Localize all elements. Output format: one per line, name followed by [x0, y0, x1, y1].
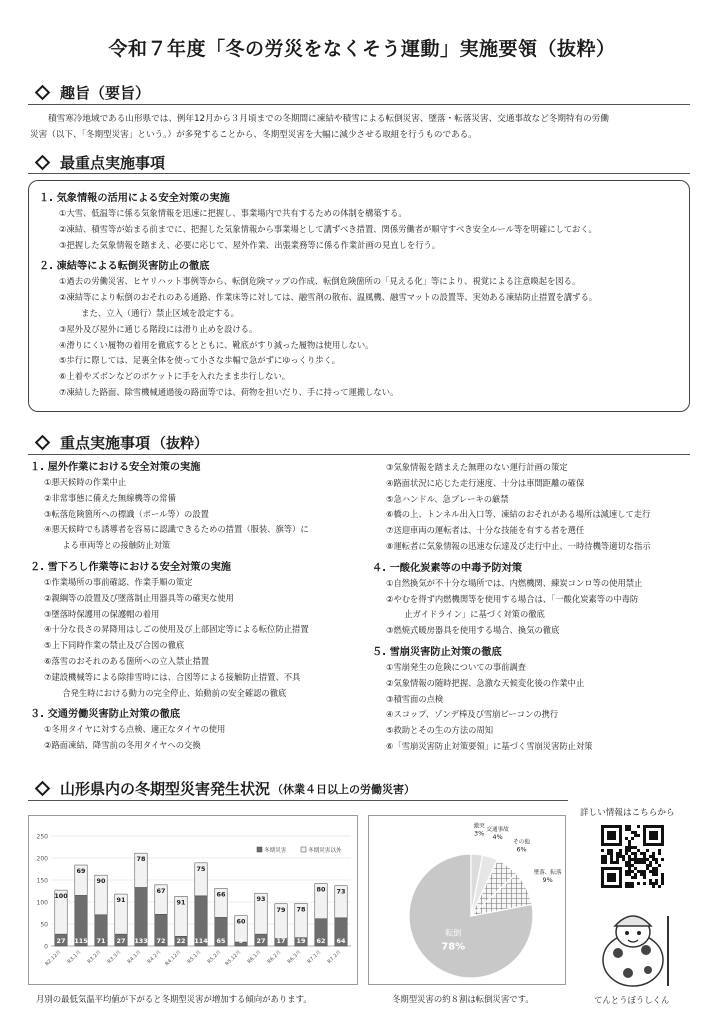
qr-module	[628, 885, 631, 888]
qr-module	[643, 870, 646, 873]
qr-module	[631, 885, 634, 888]
qr-module	[655, 873, 658, 876]
data-label: 91	[176, 898, 186, 907]
list-item: ①作業場所の事前確認、作業手順の策定	[44, 576, 193, 587]
bar-chart-box	[28, 815, 358, 985]
page-title: 令和７年度「冬の労災をなくそう運動」実施要領（抜粋）	[108, 38, 616, 60]
group-heading: ２. 凍結等による転倒災害防止の徹底	[39, 261, 210, 273]
divider	[28, 454, 690, 455]
qr-module	[652, 882, 655, 885]
y-tick-label: 0	[44, 943, 48, 951]
qr-module	[658, 852, 661, 855]
diamond-icon	[35, 85, 51, 101]
qr-finder-core	[607, 873, 616, 882]
data-label: 27	[116, 937, 126, 945]
qr-module	[628, 882, 631, 885]
qr-module	[640, 873, 643, 876]
qr-module	[637, 882, 640, 885]
data-label: 22	[176, 937, 186, 945]
diamond-icon	[35, 781, 51, 797]
data-label: 65	[216, 937, 226, 945]
priority-heading: 重点実施事項 （抜粋）	[34, 432, 208, 453]
qr-module	[613, 861, 616, 864]
qr-module	[625, 828, 628, 831]
x-tick-label: R6.3月	[286, 949, 303, 966]
qr-module	[625, 885, 628, 888]
qr-module	[643, 861, 646, 864]
list-item: ⑦建設機械等による除排雪時には、合図等による接触防止措置、不具	[44, 671, 301, 682]
qr-module	[643, 858, 646, 861]
qr-module	[601, 849, 604, 852]
qr-module	[658, 864, 661, 867]
qr-module	[652, 885, 655, 888]
qr-module	[637, 870, 640, 873]
group-heading: ５. 雪崩災害防止対策の徹底	[372, 646, 502, 658]
qr-label: 詳しい情報はこちらから	[580, 808, 675, 818]
qr-module	[643, 855, 646, 858]
qr-module	[628, 843, 631, 846]
pie-label: 墜落、転落	[533, 869, 562, 876]
qr-module	[661, 858, 664, 861]
pie-label: 交通事故	[486, 827, 509, 834]
qr-module	[661, 876, 664, 879]
qr-module	[601, 855, 604, 858]
x-tick-label: R5.1月	[186, 949, 203, 966]
purpose-heading: 趣旨（要旨）	[34, 82, 150, 103]
qr-finder-core	[649, 831, 658, 840]
bar-chart-caption: 月別の最低気温平均値が下がると冬期型災害が増加する傾向があります。	[36, 994, 312, 1004]
qr-module	[649, 864, 652, 867]
data-label: 69	[76, 867, 86, 876]
qr-module	[634, 876, 637, 879]
qr-module	[628, 828, 631, 831]
list-item: ①自然換気が不十分な場所では、内燃機関、練炭コンロ等の使用禁止	[386, 577, 643, 588]
list-item: 合発生時における動力の完全停止、始動前の安全確認の徹底	[54, 687, 287, 698]
qr-module	[610, 852, 613, 855]
group-heading: １. 屋外作業における安全対策の実施	[30, 462, 201, 473]
y-tick-label: 150	[36, 877, 48, 885]
qr-module	[655, 858, 658, 861]
pie-value-label: 4%	[492, 833, 503, 842]
qr-module	[640, 861, 643, 864]
list-item: ⑤歩行に際しては、足裏全体を使って小さな歩幅で急がずにゆっくり歩く。	[59, 355, 340, 366]
data-label: 80	[316, 885, 326, 894]
qr-module	[601, 861, 604, 864]
qr-module	[628, 867, 631, 870]
data-label: 75	[196, 864, 206, 873]
qr-module	[652, 852, 655, 855]
qr-module	[661, 879, 664, 882]
x-tick-label: R2.12月	[44, 949, 63, 968]
qr-module	[655, 867, 658, 870]
x-tick-label: R7.1月	[306, 949, 323, 966]
qr-module	[616, 861, 619, 864]
list-item: ②路面凍結、降雪前の冬用タイヤへの交換	[44, 740, 201, 751]
qr-module	[634, 855, 637, 858]
list-item: ②非常事態に備えた無線機等の常備	[44, 492, 176, 503]
qr-module	[655, 870, 658, 873]
qr-module	[634, 861, 637, 864]
x-tick-label: R7.2月	[326, 949, 343, 966]
divider	[28, 104, 690, 105]
priority-left-column	[30, 460, 370, 754]
qr-finder-core	[607, 831, 616, 840]
qr-module	[646, 867, 649, 870]
qr-module	[604, 855, 607, 858]
qr-module	[637, 834, 640, 837]
list-item: よる車両等との接触防止対策	[54, 540, 171, 551]
qr-module	[652, 873, 655, 876]
qr-module	[619, 855, 622, 858]
qr-module	[628, 861, 631, 864]
list-item: ③転落危険箇所への標識（ポール等）の設置	[44, 508, 209, 519]
qr-module	[631, 846, 634, 849]
pie-value-label: 6%	[516, 845, 527, 854]
qr-module	[610, 858, 613, 861]
qr-module	[643, 876, 646, 879]
list-item: ④スコップ、ゾンデ棒及び雪崩ビーコンの携行	[386, 709, 559, 720]
qr-module	[649, 870, 652, 873]
legend-swatch	[301, 847, 306, 852]
qr-module	[625, 846, 628, 849]
qr-module	[628, 825, 631, 828]
top-priority-heading: 最重点実施事項	[34, 152, 165, 173]
data-label: 71	[96, 937, 106, 945]
data-label: 67	[156, 886, 166, 895]
data-label: 78	[136, 855, 146, 864]
list-item: ②凍結、積雪等が始まる前までに、把握した気象情報から事業場として講ずべき措置、関係労働者が順守すべき安全ルール等を明確にしておく。	[59, 223, 597, 234]
list-item: ⑥橋の上、トンネル出入口等、凍結のおそれがある場所は減速して走行	[386, 509, 651, 520]
qr-module	[646, 849, 649, 852]
pie-label: 転倒	[445, 928, 462, 938]
qr-module	[637, 849, 640, 852]
list-item: また、立入（通行）禁止区域を設定する。	[73, 307, 239, 318]
list-item: ③墜落時保護用の保護帽の着用	[44, 608, 160, 619]
qr-module	[634, 831, 637, 834]
mascot-name: てんとうぼうしくん	[594, 995, 670, 1005]
qr-module	[634, 834, 637, 837]
divider	[28, 800, 568, 801]
x-tick-label: R3.2月	[86, 949, 103, 966]
qr-module	[637, 825, 640, 828]
qr-module	[616, 858, 619, 861]
qr-module	[628, 870, 631, 873]
list-item: ①雪崩発生の危険についての事前調査	[386, 661, 527, 672]
qr-module	[625, 873, 628, 876]
qr-module	[634, 858, 637, 861]
group-heading: ３. 交通労働災害防止対策の徹底	[30, 709, 181, 721]
list-item: ①大雪、低温等に係る気象情報を迅速に把握し、事業場内で共有するための体制を構築する。	[59, 208, 407, 218]
qr-module	[622, 858, 625, 861]
list-item: ⑤急ハンドル、急ブレーキの厳禁	[386, 493, 509, 504]
data-label: 100	[54, 892, 68, 901]
qr-module	[625, 837, 628, 840]
qr-module	[631, 882, 634, 885]
qr-module	[625, 861, 628, 864]
qr-module	[625, 825, 628, 828]
qr-module	[616, 852, 619, 855]
qr-module	[610, 855, 613, 858]
y-tick-label: 200	[36, 855, 48, 863]
qr-module	[649, 855, 652, 858]
qr-module	[604, 861, 607, 864]
data-label: 78	[296, 905, 306, 914]
qr-module	[625, 852, 628, 855]
qr-module	[628, 849, 631, 852]
qr-module	[631, 876, 634, 879]
pie-value-label: 78%	[441, 941, 466, 953]
pie-chart-caption: 冬期型災害の約８割は転倒災害です。	[392, 994, 534, 1004]
pie-chart-box	[368, 815, 566, 985]
qr-module	[604, 858, 607, 861]
qr-module	[610, 861, 613, 864]
data-label: 133	[134, 937, 148, 945]
qr-module	[655, 861, 658, 864]
qr-module	[628, 855, 631, 858]
qr-module	[625, 849, 628, 852]
data-label: 73	[336, 887, 346, 896]
pie-label: その他	[513, 839, 530, 846]
diamond-icon	[35, 155, 51, 171]
qr-module	[628, 864, 631, 867]
qr-module	[643, 852, 646, 855]
qr-module	[631, 831, 634, 834]
data-label: 114	[194, 937, 208, 945]
pie-label: 激突	[473, 823, 485, 830]
status-heading: 山形県内の冬期型災害発生状況 （休業４日以上の労働災害）	[34, 778, 415, 799]
pie-value-label: 9%	[542, 875, 553, 884]
qr-module	[625, 870, 628, 873]
qr-module	[649, 861, 652, 864]
list-item: ③積雪面の点検	[386, 693, 444, 704]
list-item: ④十分な長さの昇降用はしごの使用及び上部固定等による転位防止措置	[44, 624, 309, 635]
qr-module	[658, 885, 661, 888]
qr-module	[634, 867, 637, 870]
qr-module	[619, 849, 622, 852]
list-item: ①悪天候時の作業中止	[44, 477, 127, 487]
purpose-text: 積雪寒冷地域である山形県では、例年12月から３月頃までの冬期間に凍結や積雪による転倒災害、墜落・転落災害、交通事故など冬期特有の労働 災害（以下、「冬期型災害」という。）が多発することから、冬期型災害を大幅に減少させる取組を行うものである。	[30, 114, 609, 140]
list-item: ⑤上下同時作業の禁止及び合図の徹底	[44, 640, 185, 651]
y-tick-label: 50	[40, 921, 48, 929]
qr-module	[652, 855, 655, 858]
qr-module	[640, 858, 643, 861]
list-item: ④悪天候時でも誘導者を容易に認識できるための措置（服装、旗等）に	[44, 524, 309, 535]
qr-module	[658, 849, 661, 852]
x-tick-label: R3.3月	[106, 949, 123, 966]
qr-code[interactable]	[601, 825, 664, 888]
data-label: 9	[238, 937, 244, 945]
qr-module	[652, 870, 655, 873]
x-tick-label: R5.12月	[224, 949, 243, 968]
list-item: ①冬用タイヤに対する点検、適正なタイヤの使用	[44, 724, 226, 735]
qr-module	[601, 858, 604, 861]
qr-module	[643, 882, 646, 885]
list-item: ③気象情報を踏まえた無理のない運行計画の策定	[386, 462, 568, 472]
data-label: 93	[256, 895, 266, 904]
list-item: ⑤救助とその生の方法の周知	[386, 725, 494, 736]
qr-module	[661, 882, 664, 885]
list-item: ⑧運転者に気象情報の迅速な伝達及び走行中止、一時待機等適切な指示	[386, 540, 651, 551]
qr-module	[616, 855, 619, 858]
list-item: ⑥上着やズボンなどのポケットに手を入れたまま歩行しない。	[59, 371, 291, 382]
qr-module	[637, 861, 640, 864]
x-tick-label: R4.2月	[146, 949, 163, 966]
qr-module	[628, 840, 631, 843]
data-label: 66	[216, 890, 226, 899]
data-label: 115	[74, 937, 88, 945]
group-heading: ２. 雪下ろし作業等における安全対策の実施	[30, 561, 231, 573]
qr-module	[652, 867, 655, 870]
data-label: 90	[96, 877, 106, 886]
qr-module	[643, 873, 646, 876]
data-label: 62	[316, 937, 326, 945]
data-label: 91	[116, 896, 126, 905]
legend-label: 冬期災害	[264, 848, 287, 854]
group-heading: ４. 一酸化炭素等の中毒予防対策	[372, 562, 523, 574]
bar-chart	[29, 816, 359, 986]
qr-module	[649, 879, 652, 882]
top-priority-box	[28, 180, 690, 412]
qr-module	[640, 852, 643, 855]
qr-module	[652, 858, 655, 861]
divider	[28, 173, 690, 174]
y-tick-label: 250	[36, 833, 48, 841]
qr-module	[625, 882, 628, 885]
x-tick-label: R6.1月	[246, 949, 263, 966]
priority-right-column	[372, 460, 702, 755]
qr-module	[655, 879, 658, 882]
list-item: ④滑りにくい履物の着用を徹底するとともに、靴底がすり減った履物は使用しない。	[59, 339, 374, 350]
list-item: ⑦凍結した路面、除雪機械通過後の路面等では、荷物を担いだり、手に持って運搬しない。	[59, 386, 399, 397]
qr-module	[631, 864, 634, 867]
data-label: 19	[296, 937, 306, 945]
x-tick-label: R4.12月	[164, 949, 183, 968]
data-label: 79	[276, 905, 286, 914]
qr-module	[646, 858, 649, 861]
qr-module	[625, 864, 628, 867]
list-item: ②親綱等の設置及び墜落制止用器具等の確実な使用	[44, 592, 234, 603]
qr-module	[631, 858, 634, 861]
x-tick-label: R6.2月	[266, 949, 283, 966]
list-item: ⑦送迎車両の運転者は、十分な技能を有する者を選任	[386, 525, 585, 536]
data-label: 17	[276, 937, 286, 945]
qr-module	[646, 864, 649, 867]
qr-module	[607, 852, 610, 855]
legend-label: 冬期災害以外	[308, 848, 342, 854]
qr-module	[619, 852, 622, 855]
list-item: ⑥「雪崩災害防止対策要領」に基づく雪崩災害防止対策	[386, 740, 593, 751]
list-item: ③燃焼式暖房器具を使用する場合、換気の徹底	[386, 625, 560, 636]
data-label: 60	[236, 917, 246, 926]
list-item: ③把握した気象情報を踏まえ、必要に応じて、屋外作業、出張業務等に係る作業計画の見直しを行う。	[59, 239, 441, 250]
list-item: ⑥落雪のおそれのある箇所への立入禁止措置	[44, 655, 210, 666]
qr-module	[634, 852, 637, 855]
qr-module	[628, 846, 631, 849]
qr-module	[637, 858, 640, 861]
x-tick-label: R4.1月	[126, 949, 143, 966]
qr-module	[631, 870, 634, 873]
top-priority-list	[39, 191, 597, 401]
y-tick-label: 100	[36, 899, 48, 907]
list-item: ①過去の労働災害、ヒヤリハット事例等から、転倒危険マップの作成、転倒危険箇所の「見える化」等により、視覚による注意喚起を図る。	[59, 276, 581, 287]
list-item: ②やむを得ず内燃機関等を使用する場合は、「一酸化炭素等の中毒防	[386, 593, 639, 604]
qr-module	[631, 852, 634, 855]
diamond-icon	[35, 435, 51, 451]
qr-module	[661, 873, 664, 876]
legend-swatch	[257, 847, 262, 852]
qr-module	[607, 849, 610, 852]
data-label: 64	[336, 937, 346, 945]
qr-module	[640, 870, 643, 873]
list-item: ②凍結等により転倒のおそれのある通路、作業床等に対しては、融雪剤の散布、温風機、融雪マットの設置等、実効ある凍結防止措置を講ずる。	[59, 292, 598, 303]
mascot-illustration	[588, 898, 678, 990]
data-label: 27	[256, 937, 266, 945]
pie-value-label: 3%	[474, 829, 485, 838]
list-item: 止ガイドライン」に基づく対策の徹底	[396, 609, 545, 620]
qr-module	[622, 855, 625, 858]
x-tick-label: R5.2月	[206, 949, 223, 966]
qr-module	[634, 846, 637, 849]
x-tick-label: R3.1月	[66, 949, 83, 966]
list-item: ②気象情報の随時把握、急激な天候変化後の作業中止	[386, 677, 585, 688]
data-label: 72	[156, 937, 166, 945]
qr-module	[628, 858, 631, 861]
list-item: ③屋外及び屋外に通じる階段には滑り止めを設ける。	[59, 323, 258, 334]
pie-chart	[369, 816, 567, 986]
qr-module	[649, 882, 652, 885]
group-heading: １. 気象情報の活用による安全対策の実施	[39, 193, 230, 204]
list-item: ④路面状況に応じた走行速度、十分は車間距離の確保	[386, 477, 585, 488]
qr-module	[631, 837, 634, 840]
qr-module	[610, 849, 613, 852]
data-label: 27	[56, 937, 66, 945]
qr-module	[634, 873, 637, 876]
qr-module	[628, 873, 631, 876]
qr-module	[655, 882, 658, 885]
